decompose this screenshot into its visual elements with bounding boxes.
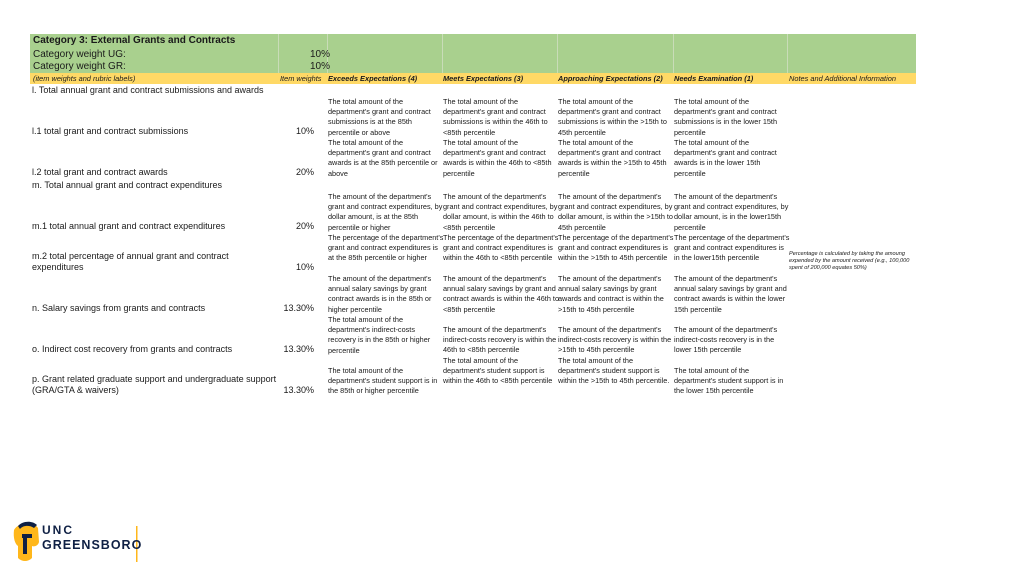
cell-approaching: The percentage of the department's grant and contract expenditures is within the >15th to 45th percentile xyxy=(558,233,674,263)
weight-gr-value: 10% xyxy=(310,61,331,72)
cell-exceeds: The total amount of the department's indirect-costs recovery is in the 85th or higher percentile xyxy=(328,315,431,355)
row-label: l.2 total grant and contract awards xyxy=(32,167,168,177)
col-weights: Item weights xyxy=(280,74,322,83)
cell-exceeds: The percentage of the department's grant and contract expenditures is at the 85th percentile or higher xyxy=(328,233,444,263)
cell-meets: The amount of the department's grant and contract expenditures, by dollar amount, is within the 46th to <85th percentile xyxy=(443,192,558,232)
cell-meets: The total amount of the department's grant and contract awards is within the 46th to <85th percentile xyxy=(443,138,552,178)
col-exceeds: Exceeds Expectations (4) xyxy=(328,74,418,83)
cell-exceeds: The total amount of the department's grant and contract awards is at the 85th percentile or above xyxy=(328,138,438,178)
col-notes: Notes and Additional Information xyxy=(789,74,896,83)
row-weight: 13.30% xyxy=(283,385,314,395)
cell-approaching: The amount of the department's annual salary savings by grant awards and contract is within the >15th to 45th percentile xyxy=(558,274,664,314)
cell-exceeds: The amount of the department's annual salary savings by grant contract awards is in the 85th or higher percentile xyxy=(328,274,432,314)
row-label: l.1 total grant and contract submissions xyxy=(32,126,189,136)
cell-meets: The amount of the department's annual salary savings by grant and contract awards is within the 46th to <85th percentile xyxy=(443,274,559,314)
row-weight: 10% xyxy=(295,262,314,272)
category-title-row xyxy=(30,34,916,48)
cell-needs: The percentage of the department's grant and contract expenditures is in the lower15th percentile xyxy=(674,233,790,263)
uncg-logo xyxy=(12,520,142,566)
cell-approaching: The amount of the department's grant and contract expenditures, by dollar amount, is within the >15th to 45th percentile xyxy=(558,192,673,232)
cell-approaching: The total amount of the department's grant and contract awards is within the >15th to 45th percentile xyxy=(558,138,667,178)
row-weight: 20% xyxy=(295,167,314,177)
cell-exceeds: The amount of the department's grant and contract expenditures, by dollar amount, is at the 85th percentile or higher xyxy=(328,192,443,232)
row-label: n. Salary savings from grants and contracts xyxy=(32,303,206,313)
weight-ug-label: Category weight UG: xyxy=(33,49,126,60)
logo-line1: UNC xyxy=(42,523,74,537)
cell-exceeds: The total amount of the department's grant and contract submissions is at the 85th percentile or above xyxy=(328,97,431,137)
cell-meets: The total amount of the department's grant and contract submissions is within the 46th to <85th percentile xyxy=(443,97,548,137)
cell-needs: The amount of the department's indirect-costs recovery is in the lower 15th percentile xyxy=(674,325,778,355)
cell-meets: The amount of the department's indirect-costs recovery is within the 46th to <85th percentile xyxy=(443,325,557,355)
cell-meets: The total amount of the department's student support is within the 46th to <85th percentile xyxy=(443,356,553,386)
cell-meets: The percentage of the department's grant and contract expenditures is within the 46th to <85th percentile xyxy=(443,233,559,263)
row-label: p. Grant related graduate support and undergraduate support (GRA/GTA & waivers) xyxy=(32,374,277,395)
weight-gr-label: Category weight GR: xyxy=(33,61,126,72)
row-label: m.1 total annual grant and contract expenditures xyxy=(32,221,226,231)
section-l-heading: l. Total annual grant and contract submissions and awards xyxy=(32,85,264,95)
col-needs: Needs Examination (1) xyxy=(674,74,754,83)
category-title: Category 3: External Grants and Contracts xyxy=(33,35,236,46)
cell-needs: The total amount of the department's grant and contract awards is in the lower 15th percentile xyxy=(674,138,777,178)
weight-ug-row xyxy=(30,48,916,61)
cell-exceeds: The total amount of the department's student support is in the 85th or higher percentile xyxy=(328,366,438,396)
row-weight: 10% xyxy=(295,126,314,136)
logo-line2: GREENSBORO xyxy=(42,538,143,552)
col-meets: Meets Expectations (3) xyxy=(443,74,524,83)
cell-note: Percentage is calculated by taking the amoung expended by the amount received (e.g., 100,000 spent of 200,000 equates 50%) xyxy=(789,251,910,271)
weight-gr-row xyxy=(30,61,916,73)
row-weight: 13.30% xyxy=(283,303,314,313)
row-label: o. Indirect cost recovery from grants and contracts xyxy=(32,344,233,354)
cell-needs: The total amount of the department's grant and contract submissions is in the lower 15th percentile xyxy=(674,97,778,137)
col-approaching: Approaching Expectations (2) xyxy=(558,74,663,83)
cell-approaching: The total amount of the department's student support is within the >15th to 45th percentile. xyxy=(558,356,670,386)
col-labels: (item weights and rubric labels) xyxy=(33,74,136,83)
cell-approaching: The amount of the department's indirect-costs recovery is within the >15th to 45th percentile xyxy=(558,325,672,355)
cell-needs: The amount of the department's annual salary savings by grant and contract awards is within the lower 15th percentile xyxy=(674,274,787,314)
row-weight: 13.30% xyxy=(283,344,314,354)
column-header-row xyxy=(30,73,916,84)
cell-approaching: The total amount of the department's grant and contract submissions is within the >15th to 45th percentile xyxy=(558,97,667,137)
row-weight: 20% xyxy=(295,221,314,231)
weight-ug-value: 10% xyxy=(310,49,331,60)
section-m-heading: m. Total annual grant and contract expenditures xyxy=(32,180,222,190)
cell-needs: The total amount of the department's student support is in the lower 15th percentile xyxy=(674,366,784,396)
row-label: m.2 total percentage of annual grant and contract expenditures xyxy=(32,251,229,272)
cell-needs: The amount of the department's grant and contract expenditures, by dollar amount, is in the lower15th percentile xyxy=(674,192,789,232)
